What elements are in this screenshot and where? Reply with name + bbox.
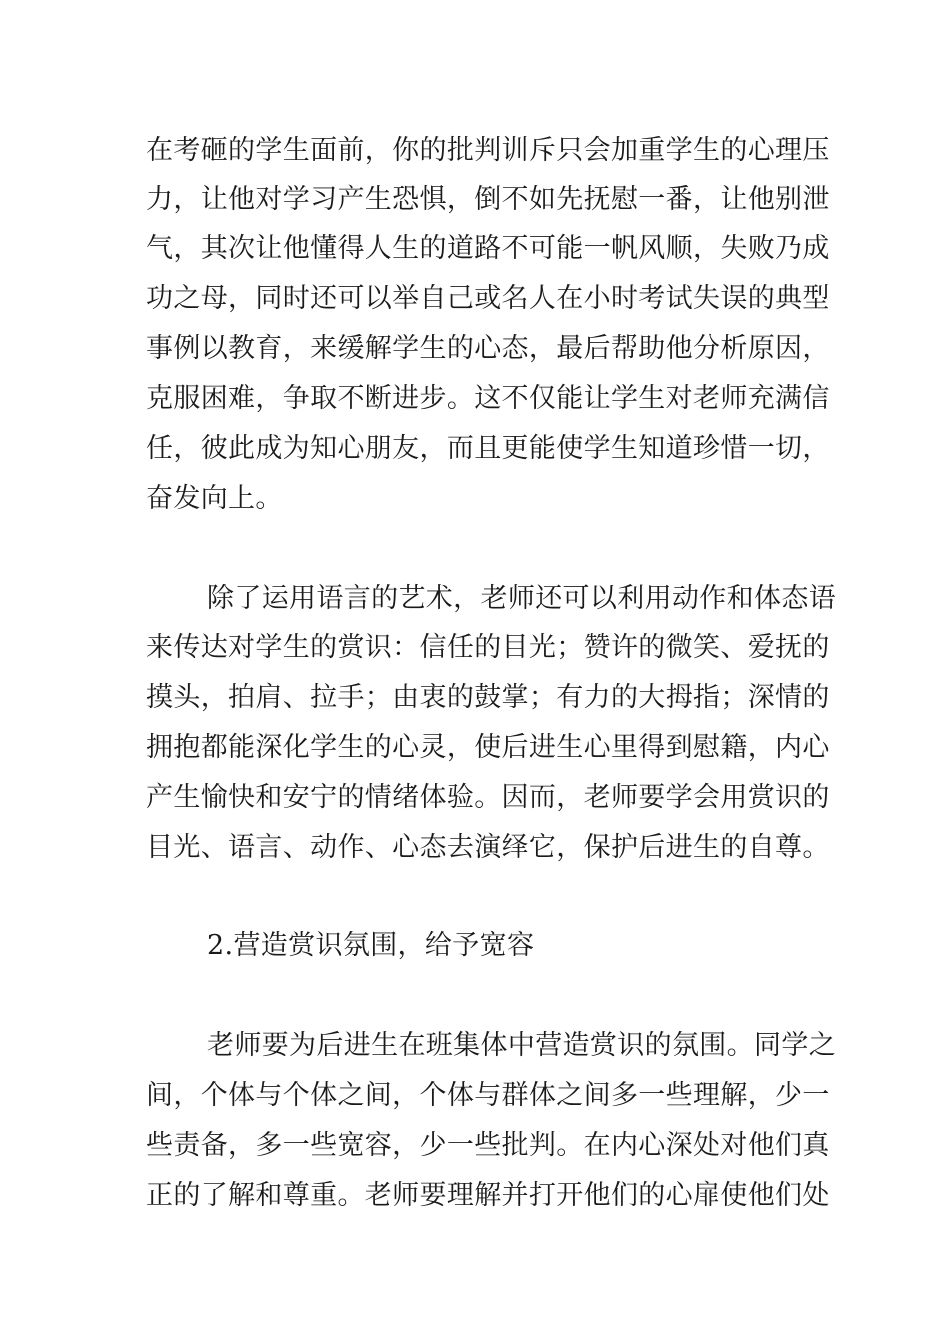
text-line: 目光、语言、动作、心态去演绎它，保护后进生的自尊。 (146, 832, 830, 863)
text-line: 克服困难，争取不断进步。这不仅能让学生对老师充满信 (146, 383, 830, 414)
text-line: 在考砸的学生面前，你的批判训斥只会加重学生的心理压 (146, 135, 830, 166)
text-line: 奋发向上。 (146, 483, 283, 514)
text-line: 些责备，多一些宽容，少一些批判。在内心深处对他们真 (146, 1130, 830, 1161)
text-line: 间，个体与个体之间，个体与群体之间多一些理解，少一 (146, 1080, 830, 1111)
text-line: 除了运用语言的艺术，老师还可以利用动作和体态语 (207, 583, 837, 614)
text-line: 气，其次让他懂得人生的道路不可能一帆风顺，失败乃成 (146, 233, 830, 264)
text-line: 力，让他对学习产生恐惧，倒不如先抚慰一番，让他别泄 (146, 184, 830, 215)
text-line: 老师要为后进生在班集体中营造赏识的氛围。同学之 (207, 1030, 837, 1061)
text-line: 拥抱都能深化学生的心灵，使后进生心里得到慰籍，内心 (146, 732, 830, 763)
text-line: 摸头，拍肩、拉手；由衷的鼓掌；有力的大拇指；深情的 (146, 682, 830, 713)
text-line: 功之母，同时还可以举自己或名人在小时考试失误的典型 (146, 283, 830, 314)
text-line: 事例以教育，来缓解学生的心态，最后帮助他分析原因， (146, 333, 830, 364)
section-heading: 2.营造赏识氛围，给予宽容 (207, 930, 535, 961)
text-line: 产生愉快和安宁的情绪体验。因而，老师要学会用赏识的 (146, 782, 830, 813)
text-line: 来传达对学生的赏识：信任的目光；赞许的微笑、爱抚的 (146, 632, 830, 663)
text-line: 正的了解和尊重。老师要理解并打开他们的心扉使他们处 (146, 1180, 830, 1211)
text-line: 任，彼此成为知心朋友，而且更能使学生知道珍惜一切， (146, 433, 830, 464)
